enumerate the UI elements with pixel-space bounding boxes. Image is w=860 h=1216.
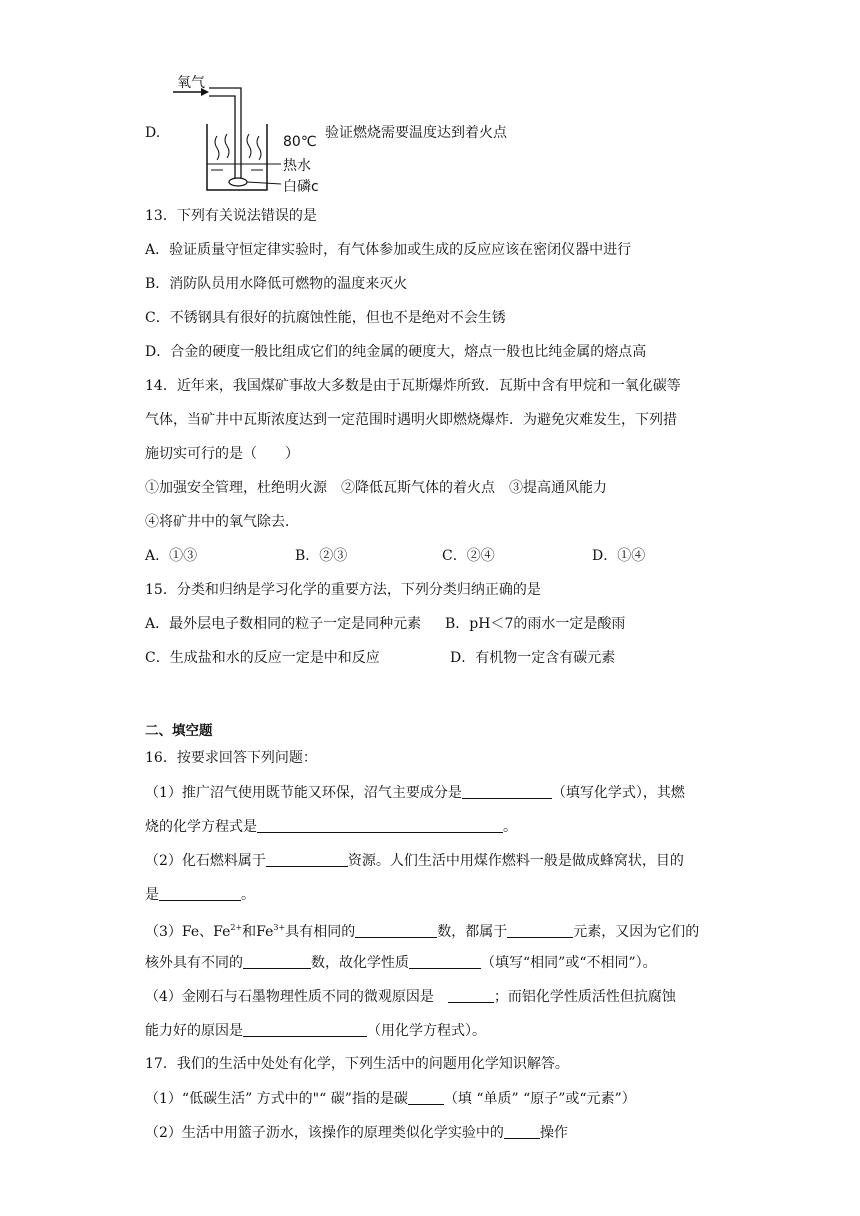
- q17-part-2: （2）生活中用篮子沥水，该操作的原理类似化学实验中的 操作: [145, 1122, 568, 1143]
- q13-option-b: B．消防队员用水降低可燃物的温度来灭火: [145, 276, 408, 292]
- q16-blank-aluminium-equation[interactable]: [243, 1020, 367, 1037]
- q16-part-3-line-1: （3）Fe、$Fe^{2+}$和$Fe^{3+}$具有相同的 数，都属于 元素，又因为它们的: [145, 923, 700, 940]
- q14-stem-line-3: 施切实可行的是（ ）: [145, 446, 299, 462]
- q14-measures-line-1: ①加强安全管理，杜绝明火源 ②降低瓦斯气体的着火点 ③提高通风能力: [145, 480, 607, 496]
- q16-part-1-line-2: 烧的化学方程式是 。: [145, 816, 517, 837]
- q14-measures-line-2: ④将矿井中的氧气除去．: [145, 514, 299, 530]
- q16-blank-microscopic-reason[interactable]: [448, 986, 494, 1003]
- q16-blank-resource-type[interactable]: [266, 850, 348, 867]
- q13-option-c: C．不锈钢具有很好的抗腐蚀性能，但也不是绝对不会生锈: [145, 310, 506, 326]
- q16-part-3-line-2: 核外具有不同的 数，故化学性质 （填写“相同”或“不相同”）。: [145, 952, 657, 973]
- q12-apparatus-figure: [163, 66, 333, 198]
- q16-blank-combustion-equation[interactable]: [257, 816, 503, 833]
- q15-option-a: A．最外层电子数相同的粒子一定是同种元素: [145, 616, 422, 632]
- q16-blank-same-number[interactable]: [355, 921, 437, 938]
- q16-part-4-line-2: 能力好的原因是 （用化学方程式）。: [145, 1020, 486, 1041]
- q16-blank-biogas-formula[interactable]: [462, 782, 552, 799]
- q17-part-1: （1）“低碳生活” 方式中的"“ 碳”指的是碳 （填 “单质” “原子”或“元素”）: [145, 1088, 636, 1109]
- q16-blank-chemical-property[interactable]: [409, 952, 481, 969]
- q17-blank-carbon-meaning[interactable]: [408, 1088, 444, 1105]
- q13-option-a: A．验证质量守恒定律实验时，有气体参加或生成的反应应该在密闭仪器中进行: [145, 242, 632, 258]
- q16-blank-different-number[interactable]: [243, 952, 311, 969]
- q17-stem: 17．我们的生活中处处有化学，下列生活中的问题用化学知识解答。: [145, 1056, 569, 1072]
- temperature-label: 80℃: [283, 134, 317, 150]
- q14-stem-line-1: 14．近年来，我国煤矿事故大多数是由于瓦斯爆炸所致．瓦斯中含有甲烷和一氧化碳等: [145, 378, 681, 394]
- q14-option-b: B．②③: [295, 548, 348, 564]
- q14-option-c: C．②④: [442, 548, 495, 564]
- q12-option-d-text: 验证燃烧需要温度达到着火点: [325, 125, 507, 141]
- q15-option-c: C．生成盐和水的反应一定是中和反应: [145, 650, 380, 666]
- white-phosphorus-label: 白磷c: [283, 179, 319, 195]
- q16-stem: 16．按要求回答下列问题：: [145, 750, 317, 766]
- q13-stem: 13．下列有关说法错误的是: [145, 208, 317, 224]
- q16-part-2-line-2: 是 。: [145, 884, 255, 905]
- q16-blank-purpose[interactable]: [159, 884, 241, 901]
- q13-option-d: D．合金的硬度一般比组成它们的纯金属的硬度大，熔点一般也比纯金属的熔点高: [145, 344, 647, 360]
- q16-part-1-line-1: （1）推广沼气使用既节能又环保，沼气主要成分是 （填写化学式），其燃: [145, 782, 685, 803]
- oxygen-label: 氧气: [177, 75, 205, 91]
- section-2-title: 二、填空题: [145, 723, 213, 739]
- q16-part-4-line-1: （4）金刚石与石墨物理性质不同的微观原因是 ；而铝化学性质活性但抗腐蚀: [145, 986, 676, 1007]
- q14-option-d: D．①④: [592, 548, 646, 564]
- q16-part-2-line-1: （2）化石燃料属于 资源。人们生活中用煤作燃料一般是做成蜂窝状，目的: [145, 850, 684, 871]
- hot-water-label: 热水: [283, 158, 311, 174]
- q15-option-d: D．有机物一定含有碳元素: [450, 650, 616, 666]
- q14-stem-line-2: 气体，当矿井中瓦斯浓度达到一定范围时遇明火即燃烧爆炸．为避免灾难发生，下列措: [145, 412, 677, 428]
- q14-option-a: A．①③: [145, 548, 198, 564]
- q12-option-d-letter: D.: [145, 125, 161, 141]
- q15-stem: 15．分类和归纳是学习化学的重要方法，下列分类归纳正确的是: [145, 582, 541, 598]
- q17-blank-operation[interactable]: [504, 1122, 540, 1139]
- q16-blank-element[interactable]: [507, 921, 573, 938]
- q15-option-b: B．pH＜7的雨水一定是酸雨: [445, 616, 626, 632]
